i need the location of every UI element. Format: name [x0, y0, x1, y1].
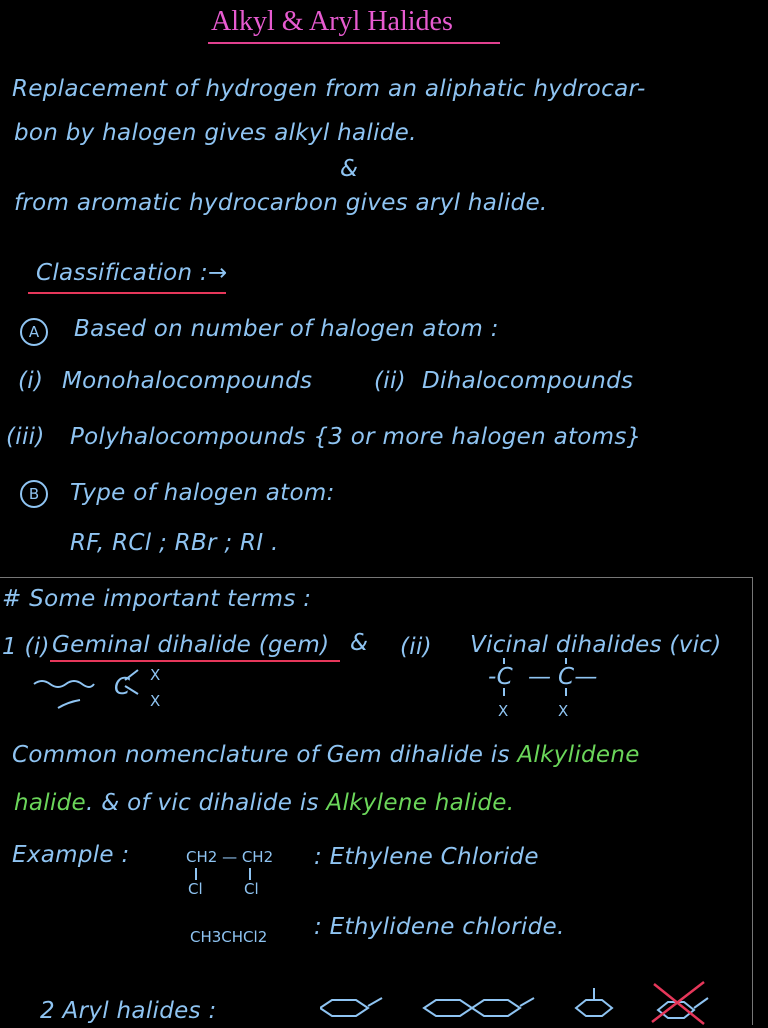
ethylene-cl-2: Cl	[244, 880, 259, 898]
ethylidene-formula: CH3CHCl2	[190, 928, 268, 946]
classification-heading: Classification :→	[36, 260, 228, 286]
geminal-underline	[50, 660, 340, 662]
term-1-marker: 1 (i)	[2, 634, 50, 660]
item-iii-marker: (iii)	[6, 424, 45, 450]
classification-a: Based on number of halogen atom :	[74, 316, 499, 342]
ethylidene-name: : Ethylidene chloride.	[314, 914, 565, 940]
alkylene-term: Alkylene halide.	[326, 790, 515, 816]
ethylene-cl-1: Cl	[188, 880, 203, 898]
page-title: Alkyl & Aryl Halides	[211, 6, 453, 37]
monohalocompounds: Monohalocompounds	[62, 368, 313, 394]
nomenclature-text-a: Common nomenclature of Gem dihalide is	[12, 742, 518, 768]
marker-a: A	[20, 318, 48, 346]
gem-carbon: C	[114, 674, 131, 700]
aryl-halides-heading: 2 Aryl halides :	[40, 998, 217, 1024]
classification-b: Type of halogen atom:	[70, 480, 335, 506]
vic-halogen-2: X	[558, 702, 569, 720]
gem-halogen-1: X	[150, 666, 161, 684]
example-label: Example :	[12, 842, 130, 868]
item-ii-marker: (ii)	[374, 368, 406, 394]
halide-examples: RF, RCl ; RBr ; RI .	[70, 530, 279, 556]
definition-line-1: Replacement of hydrogen from an aliphatic hydrocar-	[12, 76, 646, 102]
ethylene-formula: CH2 — CH2	[186, 848, 274, 866]
nomenclature-line-2	[14, 790, 514, 816]
aryl-structures	[320, 978, 740, 1028]
dihalocompounds: Dihalocompounds	[422, 368, 634, 394]
nomenclature-text-b: . & of vic dihalide is	[86, 790, 327, 816]
nomenclature-line-1	[12, 742, 640, 768]
definition-line-3: from aromatic hydrocarbon gives aryl halide.	[14, 190, 548, 216]
gem-halogen-2: X	[150, 692, 161, 710]
vic-marker: (ii)	[400, 634, 432, 660]
vic-vertical-bonds	[496, 658, 586, 698]
and-symbol: &	[350, 630, 369, 656]
ampersand: &	[340, 156, 359, 182]
classification-underline	[28, 292, 226, 294]
vic-carbon-2: C—	[558, 664, 598, 690]
vic-carbon-1: -C	[488, 664, 513, 690]
alkylidene-term: Alkylidene	[517, 742, 640, 768]
polyhalocompounds: Polyhalocompounds {3 or more halogen atoms}	[70, 424, 642, 450]
item-i-marker: (i)	[18, 368, 44, 394]
terms-heading: # Some important terms :	[2, 586, 312, 612]
ethylene-name: : Ethylene Chloride	[314, 844, 539, 870]
vic-bond: —	[528, 664, 552, 690]
definition-line-2: bon by halogen gives alkyl halide.	[14, 120, 417, 146]
notes-page-bottom	[0, 577, 753, 1025]
marker-b: B	[20, 480, 48, 508]
vic-halogen-1: X	[498, 702, 509, 720]
halide-term: halide	[14, 790, 87, 816]
title-underline	[208, 42, 500, 44]
geminal-dihalide-label: Geminal dihalide (gem)	[52, 632, 330, 658]
vicinal-dihalide-label: Vicinal dihalides (vic)	[470, 632, 722, 658]
